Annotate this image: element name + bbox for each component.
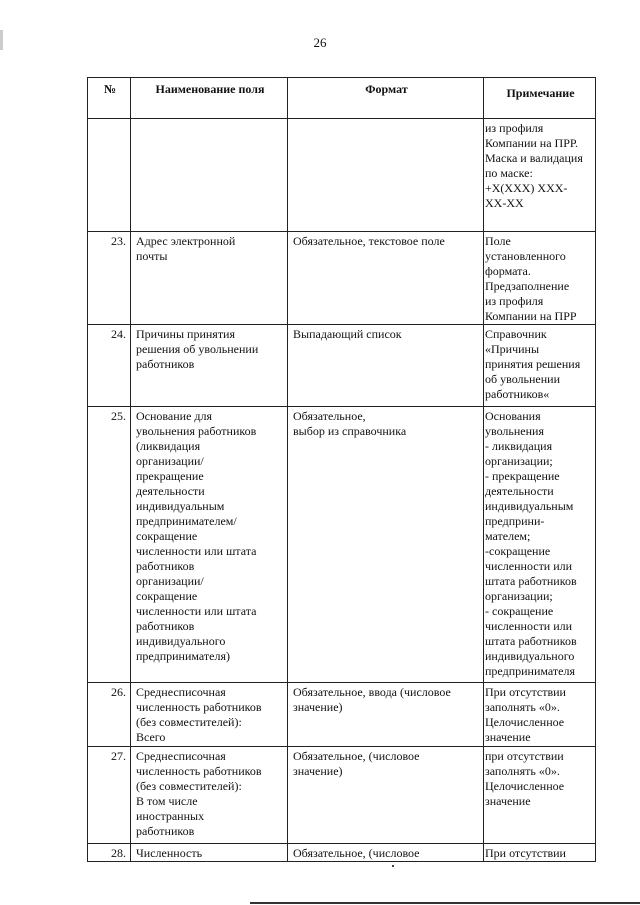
cell-line: индивидуальным	[136, 499, 225, 513]
cell-line: заполнять «0».	[485, 764, 560, 778]
cell-line: численность работников	[136, 700, 262, 714]
cell-line: сокращение	[136, 589, 198, 603]
scan-bottom-edge	[250, 902, 640, 904]
cell-line: численности или штата	[136, 604, 257, 618]
note-cell	[484, 325, 596, 407]
table-row	[88, 844, 596, 862]
cell-line: установленного	[485, 249, 566, 263]
table-row	[88, 325, 596, 407]
cell-line: значение	[485, 794, 531, 808]
cell-line: Обязательное, (числовое	[293, 749, 420, 763]
cell-line: работников	[136, 619, 195, 633]
cell-line: Выпадающий список	[293, 327, 402, 341]
table-row	[88, 683, 596, 747]
field-name-cell	[131, 747, 288, 844]
cell-line: почты	[136, 249, 168, 263]
cell-line: работников	[136, 824, 195, 838]
cell-line: индивидуального	[485, 649, 575, 663]
note-cell	[484, 407, 596, 683]
cell-line: деятельности	[485, 484, 554, 498]
cell-line: численности или	[485, 619, 573, 633]
row-number: 25.	[88, 407, 131, 683]
cell-line: -сокращение	[485, 544, 551, 558]
page-number: 26	[313, 35, 327, 50]
cell-line: индивидуального	[136, 634, 226, 648]
cell-line: Обязательное, (числовое	[293, 846, 420, 860]
cell-line: выбор из справочника	[293, 424, 407, 438]
format-cell	[288, 407, 484, 683]
cell-line: Предзаполнение	[485, 279, 570, 293]
cell-line: Целочисленное	[485, 715, 565, 729]
cell-line: При отсутствии	[485, 846, 566, 860]
cell-line: деятельности	[136, 484, 205, 498]
cell-line: Численность	[136, 846, 203, 860]
field-name-cell	[131, 325, 288, 407]
cell-line: численность работников	[136, 764, 262, 778]
cell-line: формата.	[485, 264, 531, 278]
cell-line: Компании на ПРР.	[485, 136, 579, 150]
table-row	[88, 407, 596, 683]
cell-line: предпринимателем/	[136, 514, 237, 528]
cell-line: ХХ-ХХ	[485, 196, 524, 210]
cell-line: Всего	[136, 730, 166, 744]
cell-line: +Х(ХХХ) ХХХ-	[485, 181, 568, 195]
cell-line: заполнять «0».	[485, 700, 560, 714]
field-name-cell	[131, 407, 288, 683]
note-cell	[484, 844, 596, 862]
cell-line: При отсутствии	[485, 685, 566, 699]
cell-line: принятия решения	[485, 357, 581, 371]
scan-speck	[392, 865, 394, 867]
cell-line: организации;	[485, 454, 553, 468]
cell-line: штата работников	[485, 634, 577, 648]
cell-line: (без совместителей):	[136, 779, 242, 793]
cell-line: штата работников	[485, 574, 577, 588]
cell-line: иностранных	[136, 809, 205, 823]
cell-line: увольнения	[485, 424, 544, 438]
format-cell	[288, 232, 484, 325]
table-row	[88, 747, 596, 844]
row-number	[88, 119, 131, 232]
header-format: Формат	[288, 78, 484, 119]
cell-line: работников	[136, 357, 195, 371]
table-row	[88, 232, 596, 325]
cell-line: Причины принятия	[136, 327, 235, 341]
cell-line: организации;	[485, 589, 553, 603]
cell-line: работников«	[485, 387, 550, 401]
cell-line: индивидуальным	[485, 499, 574, 513]
cell-line: предприни-	[485, 514, 545, 528]
cell-line: организации/	[136, 574, 204, 588]
cell-line: значение	[485, 730, 531, 744]
row-number: 27.	[88, 747, 131, 844]
cell-line: Обязательное,	[293, 409, 366, 423]
cell-line: Адрес электронной	[136, 234, 236, 248]
row-number: 28.	[88, 844, 131, 862]
field-name-cell	[131, 232, 288, 325]
cell-line: Обязательное, ввода (числовое	[293, 685, 451, 699]
cell-line: предпринимателя)	[136, 649, 230, 663]
cell-line: (без совместителей):	[136, 715, 242, 729]
format-cell	[288, 119, 484, 232]
cell-line: Поле	[485, 234, 511, 248]
cell-line: - сокращение	[485, 604, 554, 618]
cell-line: мателем;	[485, 529, 531, 543]
format-cell	[288, 683, 484, 747]
cell-line: Целочисленное	[485, 779, 565, 793]
cell-line: из профиля	[485, 294, 544, 308]
cell-line: организации/	[136, 454, 204, 468]
cell-line: Среднесписочная	[136, 685, 226, 699]
cell-line: численности или штата	[136, 544, 257, 558]
cell-line: значение)	[293, 700, 343, 714]
cell-line: Справочник	[485, 327, 547, 341]
cell-line: - ликвидация	[485, 439, 553, 453]
header-field-name: Наименование поля	[131, 78, 288, 119]
field-name-cell	[131, 119, 288, 232]
cell-line: работников	[136, 559, 195, 573]
cell-line: сокращение	[136, 529, 198, 543]
note-cell	[484, 232, 596, 325]
table-row	[88, 119, 596, 232]
cell-line: по маске:	[485, 166, 533, 180]
table-header-row	[88, 78, 596, 119]
cell-line: Среднесписочная	[136, 749, 226, 763]
format-cell	[288, 844, 484, 862]
cell-line: при отсутствии	[485, 749, 564, 763]
note-cell	[484, 683, 596, 747]
fields-table	[87, 77, 596, 862]
format-cell	[288, 747, 484, 844]
note-cell	[484, 747, 596, 844]
header-number: №	[88, 78, 131, 119]
cell-line: Основания	[485, 409, 541, 423]
cell-line: численности или	[485, 559, 573, 573]
cell-line: увольнения работников	[136, 424, 257, 438]
cell-line: «Причины	[485, 342, 540, 356]
cell-line: решения об увольнении	[136, 342, 259, 356]
cell-line: Основание для	[136, 409, 213, 423]
cell-line: Обязательное, текстовое поле	[293, 234, 445, 248]
cell-line: значение)	[293, 764, 343, 778]
table-body	[88, 119, 596, 862]
field-name-cell	[131, 844, 288, 862]
cell-line: Маска и валидация	[485, 151, 583, 165]
header-note: Примечание	[484, 78, 596, 119]
row-number: 26.	[88, 683, 131, 747]
cell-line: (ликвидация	[136, 439, 201, 453]
cell-line: из профиля	[485, 121, 544, 135]
cell-line: - прекращение	[485, 469, 560, 483]
cell-line: В том числе	[136, 794, 198, 808]
cell-line: прекращение	[136, 469, 204, 483]
cell-line: об увольнении	[485, 372, 561, 386]
note-cell	[484, 119, 596, 232]
format-cell	[288, 325, 484, 407]
row-number: 24.	[88, 325, 131, 407]
cell-line: Компании на ПРР	[485, 309, 577, 323]
field-name-cell	[131, 683, 288, 747]
row-number: 23.	[88, 232, 131, 325]
cell-line: предпринимателя	[485, 664, 575, 678]
